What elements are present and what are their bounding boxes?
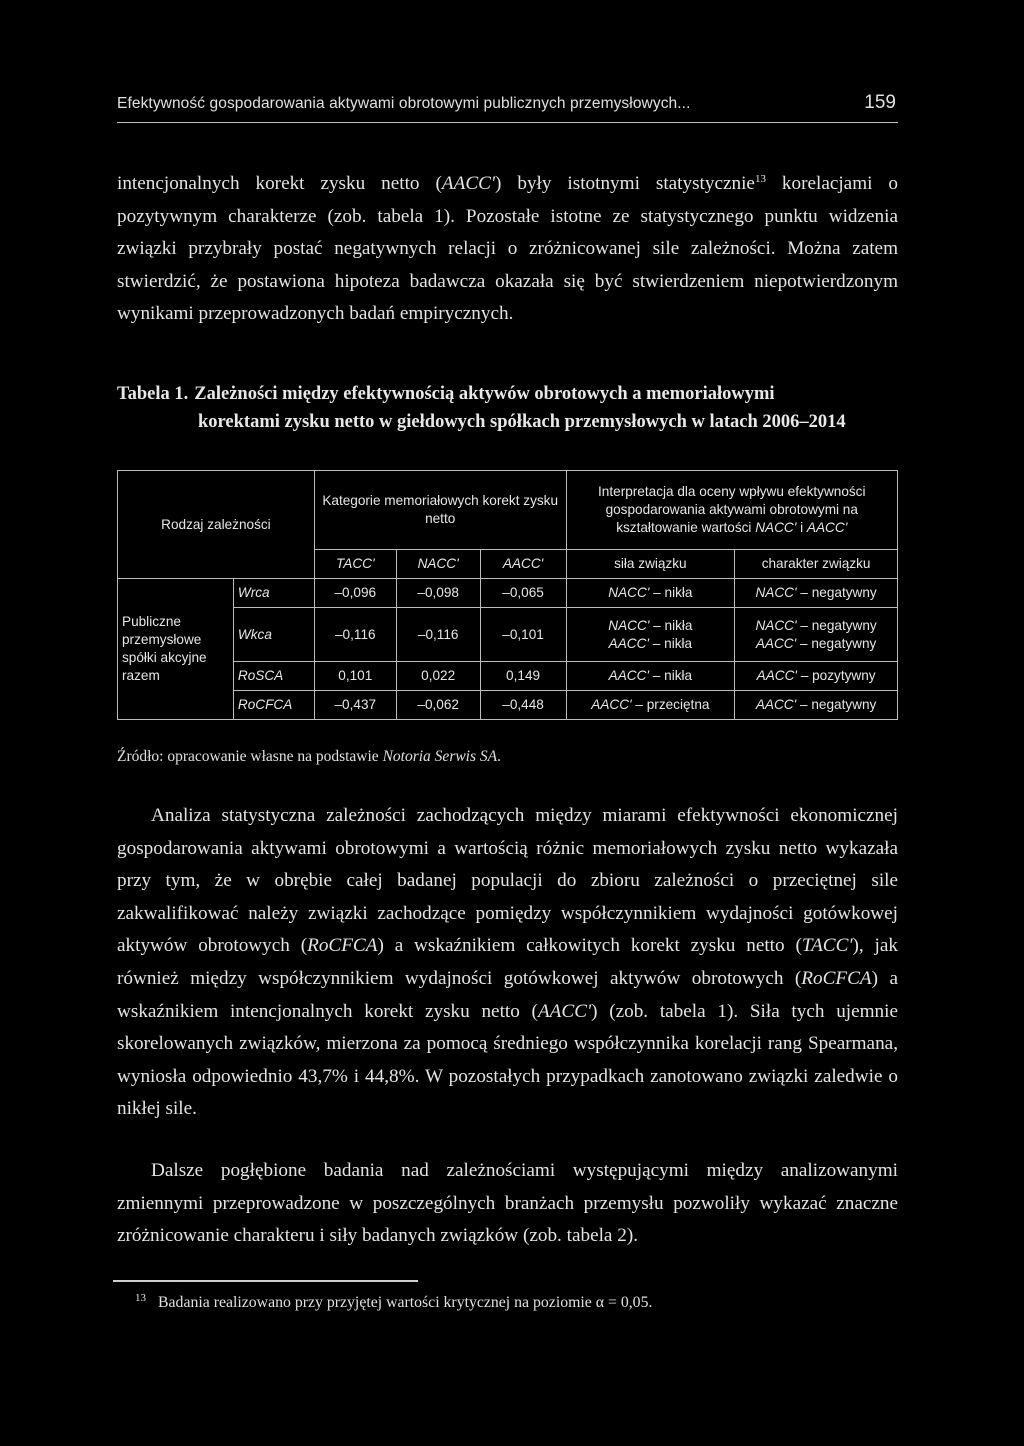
table-source-note [117, 748, 501, 766]
subheader-nacc: NACC' [396, 550, 480, 579]
cell-sila [566, 691, 735, 720]
row-name: Wkca [233, 608, 314, 662]
cell-aacc: 0,149 [480, 662, 566, 691]
cell-tacc: –0,116 [314, 608, 396, 662]
cell-sila [566, 579, 735, 608]
cell-sila-text: – nikła [649, 585, 693, 600]
footnote-ref-13[interactable]: 13 [754, 173, 766, 185]
row-name: Wrca [233, 579, 314, 608]
cell-nacc: –0,116 [396, 608, 480, 662]
cell-charakter-text: – pozytywny [797, 668, 876, 683]
cell-charakter-text: – negatywny [796, 585, 877, 600]
footnote-mark: 13 [135, 1292, 146, 1304]
cell-sila-var: NACC' [608, 617, 650, 633]
body-paragraph-1 [117, 168, 898, 331]
para2-text-1: Analiza statystyczna zależności zachodzących między miarami efektywności ekonomicznej gospodarowania aktywami obrotowymi a wartością różnic memoriałowych zysku netto wykazała przy tym, że w obrębie całej badanej populacji do zbioru zależności o przeciętnej sile zakwalifikować należy związki zachodzące pomiędzy współczynnikiem wydajności gotówkowej aktywów obrotowych ( [117, 805, 898, 957]
cell-aacc: –0,101 [480, 608, 566, 662]
cell-charakter-var: NACC' [755, 585, 797, 600]
table-header-row-1 [118, 471, 898, 550]
subheader-tacc: TACC' [314, 550, 396, 579]
cell-sila-var: AACC' [591, 697, 632, 712]
para2-text-3: ), jak również między współczynnikiem wydajności gotówkowej aktywów obrotowych ( [117, 935, 898, 989]
para1-text-2: ) były istotnymi statystycznie [495, 173, 755, 194]
para2-italic-1: RoCFCA [307, 935, 378, 957]
para2-text-4: ) a wskaźnikiem intencjonalnych korekt zysku netto ( [117, 967, 898, 1022]
para2-italic-3: RoCFCA [801, 967, 872, 989]
cell-tacc: –0,096 [314, 579, 396, 608]
cell-sila-text: – nikła [649, 668, 693, 683]
source-end: . [497, 748, 501, 765]
cell-sila-var: NACC' [608, 585, 650, 600]
table-row-rocfca [118, 691, 898, 720]
header-interp-nacc: NACC' [755, 520, 797, 535]
cell-charakter-var-2: AACC' [755, 635, 797, 651]
header-interp-aacc: AACC' [806, 520, 848, 535]
para1-italic-aacc: AACC' [441, 173, 496, 194]
header-interpretacja-text: Interpretacja dla oceny wpływu efektywności gospodarowania aktywami obrotowymi na kształtowanie wartości [598, 484, 866, 535]
row-name: RoCFCA [233, 691, 314, 720]
cell-charakter-var: AACC' [756, 668, 797, 683]
cell-charakter-var: AACC' [755, 697, 797, 712]
table-row-wrca [118, 579, 898, 608]
cell-charakter-var: NACC' [755, 617, 797, 633]
header-interpretacja [566, 471, 897, 550]
cell-nacc: –0,062 [396, 691, 480, 720]
cell-charakter [735, 579, 898, 608]
source-text: Źródło: opracowanie własne na podstawie [117, 748, 383, 765]
running-header [117, 92, 898, 123]
para2-text-2: ) a wskaźnikiem całkowitych korekt zysku netto ( [377, 935, 802, 957]
cell-sila-text-2: – nikła [649, 635, 693, 651]
table-row-rosca [118, 662, 898, 691]
subheader-aacc: AACC' [480, 550, 566, 579]
footnote-13 [135, 1292, 652, 1312]
footnote-text: Badania realizowano przy przyjętej wartości krytycznej na poziomie α = 0,05. [158, 1294, 653, 1311]
cell-tacc: 0,101 [314, 662, 396, 691]
cell-charakter [735, 662, 898, 691]
running-header-title: Efektywność gospodarowania aktywami obrotowymi publicznych przemysłowych... [117, 95, 691, 112]
table-row-wkca [118, 608, 898, 662]
header-interp-and: i [796, 520, 807, 535]
para1-text-1: intencjonalnych korekt zysku netto ( [117, 173, 442, 194]
cell-charakter [735, 608, 898, 662]
header-rodzaj-zaleznosci: Rodzaj zależności [118, 471, 315, 579]
cell-aacc: –0,448 [480, 691, 566, 720]
table-caption-rest: korektami zysku netto w giełdowych spółkach przemysłowych w latach 2006–2014 [198, 412, 846, 432]
cell-sila-var: AACC' [608, 668, 650, 683]
footnote-separator [113, 1280, 418, 1282]
page-number: 159 [864, 92, 896, 113]
source-italic: Notoria Serwis SA [382, 748, 498, 765]
table-caption-line1: Zależności między efektywnością aktywów obrotowych a memoriałowymi [194, 384, 775, 404]
row-name: RoSCA [233, 662, 314, 691]
table-caption [117, 380, 877, 436]
cell-nacc: –0,098 [396, 579, 480, 608]
body-paragraph-3: Dalsze pogłębione badania nad zależnościami występującymi między analizowanymi zmiennymi przeprowadzone w poszczególnych branżach przemysłu pozwoliły wykazać znaczne zróżnicowanie charakteru i siły badanych związków (zob. tabela 2). [117, 1160, 898, 1247]
para1-text-3: korelacjami o pozytywnym charakterze (zob. tabela 1). Pozostałe istotne ze statystycznego punktu widzenia związki przybrały postać negatywnych relacji o zróżnicowanej sile zależności. Można zatem stwierdzić, że postawiona hipoteza badawcza okazała się być stwierdzeniem niepotwierdzonym wynikami przeprowadzonych badań empirycznych. [117, 173, 898, 325]
group-label: Publiczne przemysłowe spółki akcyjne razem [118, 579, 234, 720]
cell-charakter [735, 691, 898, 720]
para2-text-5: ) (zob. tabela 1). Siła tych ujemnie skorelowanych związków, mierzona za pomocą średniego współczynnika korelacji rang Spearmana, wyniosła odpowiednio 43,7% i 44,8%. W pozostałych przypadkach zanotowano związki zaledwie o nikłej sile. [117, 1000, 898, 1120]
cell-charakter-text: – negatywny [796, 617, 877, 633]
subheader-sila: siła związku [566, 550, 735, 579]
cell-sila-text: – przeciętna [631, 697, 710, 712]
cell-aacc: –0,065 [480, 579, 566, 608]
para2-italic-2: TACC' [801, 935, 853, 957]
subheader-charakter: charakter związku [735, 550, 898, 579]
header-kategorie: Kategorie memoriałowych korekt zysku netto [314, 471, 566, 550]
cell-sila [566, 608, 735, 662]
cell-charakter-text: – negatywny [796, 697, 877, 712]
cell-sila-text: – nikła [649, 617, 693, 633]
cell-tacc: –0,437 [314, 691, 396, 720]
cell-sila [566, 662, 735, 691]
cell-sila-var-2: AACC' [608, 635, 650, 651]
cell-charakter-text-2: – negatywny [796, 635, 877, 651]
correlation-table [117, 470, 898, 720]
para2-italic-4: AACC' [537, 1000, 592, 1022]
body-paragraph-2 [117, 800, 898, 1126]
cell-nacc: 0,022 [396, 662, 480, 691]
table-caption-label: Tabela 1. [117, 384, 189, 404]
